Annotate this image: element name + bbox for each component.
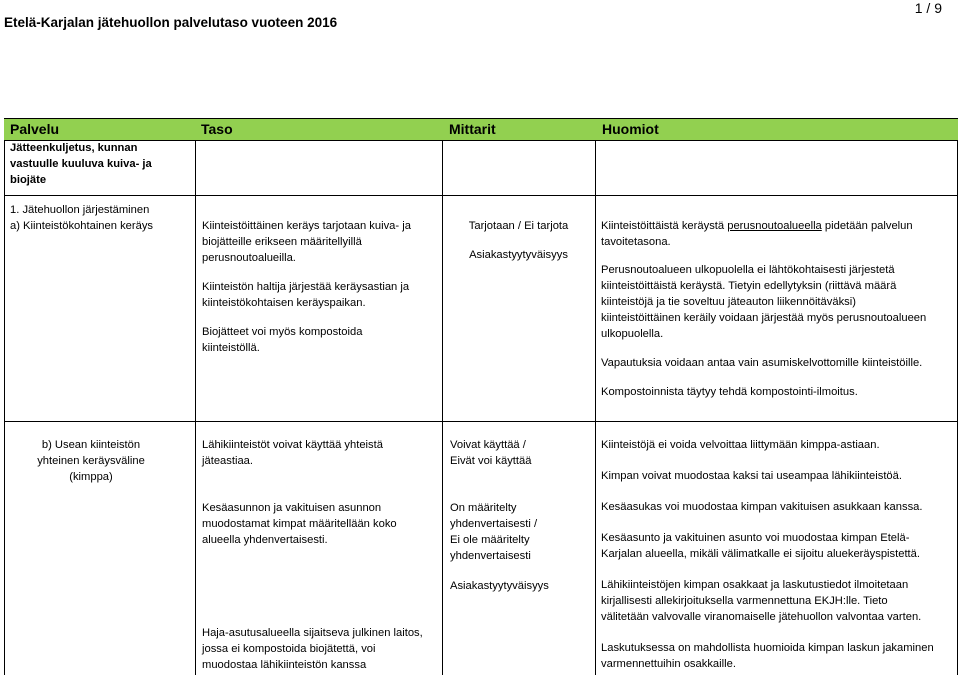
text-line: yhteinen keräysväline: [37, 455, 145, 467]
table-border-left: [4, 118, 5, 675]
text-span: Kiinteistöittäistä keräystä: [601, 220, 728, 232]
metric-text: Asiakastyytyväisyys: [469, 249, 568, 261]
text-line: Lähikiinteistöjen kimpan osakkaat ja laskutustiedot ilmoitetaan: [601, 579, 909, 591]
page-number: 1 / 9: [914, 0, 942, 16]
text-line: muodostaa lähikiinteistön kanssa: [202, 659, 367, 671]
text-line: Kiinteistöittäinen keräys tarjotaan kuiva- ja: [202, 220, 411, 232]
text-line: Kesäasunto ja vakituinen asunto voi muodostaa kimpan Etelä-: [601, 532, 910, 544]
text-line: kiinteistöllä.: [202, 342, 260, 354]
text-line: kiinteistökohtaisen keräyspaikan.: [202, 297, 366, 309]
text-line: perusnoutoalueilla.: [202, 252, 296, 264]
underlined-term: perusnoutoalueella: [727, 220, 822, 232]
document-title: Etelä-Karjalan jätehuollon palvelutaso vuoteen 2016: [4, 15, 338, 30]
text-line: Ei ole määritelty: [450, 534, 530, 546]
section-title-line: Jätteenkuljetus, kunnan: [10, 142, 138, 154]
text-line: Eivät voi käyttää: [450, 455, 532, 467]
text-line: yhdenvertaisesti: [450, 550, 531, 562]
column-header-mittarit: Mittarit: [449, 121, 496, 137]
text-line: On määritelty: [450, 502, 517, 514]
text-line: Voivat käyttää /: [450, 439, 526, 451]
text-line: Vapautuksia voidaan antaa vain asumiskelvottomille kiinteistöille.: [601, 357, 923, 369]
text-line: b) Usean kiinteistön: [41, 439, 141, 451]
text-line: biojätteille erikseen määritellyillä: [202, 236, 362, 248]
row-b-level-2: [202, 500, 438, 548]
text-line: kiinteistöittäinen keräily voidaan järjestää myös perusnoutoalueen: [601, 312, 927, 324]
column-header-palvelu: Palvelu: [10, 121, 60, 137]
text-line: Kompostoinnista täytyy tehdä kompostointi-ilmoitus.: [601, 386, 858, 398]
section-title-line: vastuulle kuuluva kuiva- ja: [10, 158, 152, 170]
text-line: Kesäasukas voi muodostaa kimpan vakituisen asukkaan kanssa.: [601, 501, 923, 513]
row-b-level-1: [202, 437, 438, 469]
section-title-line: biojäte: [10, 174, 47, 186]
text-line: jäteastiaa.: [202, 455, 253, 467]
text-line: Asiakastyytyväisyys: [450, 580, 549, 592]
text-line: yhdenvertaisesti /: [450, 518, 538, 530]
text-line: jossa ei kompostoida biojätettä, voi: [202, 643, 376, 655]
text-line: Haja-asutusalueella sijaitseva julkinen laitos,: [202, 627, 423, 639]
table-border-right: [957, 118, 958, 675]
text-line: Kiinteistöjä ei voida velvoittaa liittymään kimppa-astiaan.: [601, 439, 880, 451]
column-header-huomiot: Huomiot: [602, 121, 659, 137]
text-span: pidetään palvelun: [821, 220, 913, 232]
row-b-level-3: [202, 625, 442, 673]
row-a-level: [202, 218, 438, 356]
text-line: kiinteistöjä ja tie soveltuu jäteauton liikennöitäväksi): [601, 296, 856, 308]
text-line: Perusnoutoalueen ulkopuolella ei lähtökohtaisesti järjestetä: [601, 264, 895, 276]
text-line: [601, 218, 955, 234]
text-line: varmennettuihin osakkaille.: [601, 658, 736, 670]
text-line: Lähikiinteistöt voivat käyttää yhteistä: [202, 439, 383, 451]
column-divider-1: [195, 118, 196, 675]
text-line: Kesäasunnon ja vakituisen asunnon: [202, 502, 382, 514]
row-divider: [4, 421, 958, 422]
section-title: [10, 140, 152, 188]
metric-text: Tarjotaan / Ei tarjota: [468, 220, 569, 232]
column-divider-2: [442, 118, 443, 675]
subsection-title: 1. Jätehuollon järjestäminen: [10, 204, 150, 216]
text-line: tavoitetasona.: [601, 236, 671, 248]
row-b-metrics-1: [450, 437, 590, 469]
row-b-metrics-3: [450, 578, 590, 594]
row-a-metrics: [442, 218, 595, 263]
text-line: kirjallisesti allekirjoituksella varmennettuna EKJH:lle. Tieto: [601, 595, 888, 607]
row-b-notes: [601, 437, 955, 672]
row-a-service: a) Kiinteistökohtainen keräys: [10, 220, 154, 232]
text-line: Kimpan voivat muodostaa kaksi tai useampaa lähikiinteistöä.: [601, 470, 902, 482]
table-header-row: [4, 118, 958, 141]
text-line: Laskutuksessa on mahdollista huomioida kimpan laskun jakaminen: [601, 642, 934, 654]
text-line: Karjalan alueella, mikäli välimatkalle ei sijoitu aluekeräyspistettä.: [601, 548, 920, 560]
text-line: (kimppa): [69, 471, 113, 483]
text-line: muodostamat kimpat määritellään koko: [202, 518, 397, 530]
row-b-metrics-2: [450, 500, 590, 564]
section-divider: [4, 195, 958, 196]
row-a-notes: [601, 218, 955, 400]
text-line: Kiinteistön haltija järjestää keräysastian ja: [202, 281, 410, 293]
column-divider-3: [595, 118, 596, 675]
text-line: välitetään valvovalle viranomaiselle jätehuollon valvontaa varten.: [601, 611, 922, 623]
text-line: alueella yhdenvertaisesti.: [202, 534, 328, 546]
column-header-taso: Taso: [201, 121, 233, 137]
text-line: ulkopuolella.: [601, 328, 664, 340]
text-line: Biojätteet voi myös kompostoida: [202, 326, 363, 338]
text-line: kiinteistöittäistä keräystä. Tietyin edellytyksin (riittävä määrä: [601, 280, 897, 292]
row-b-service: [16, 437, 166, 485]
